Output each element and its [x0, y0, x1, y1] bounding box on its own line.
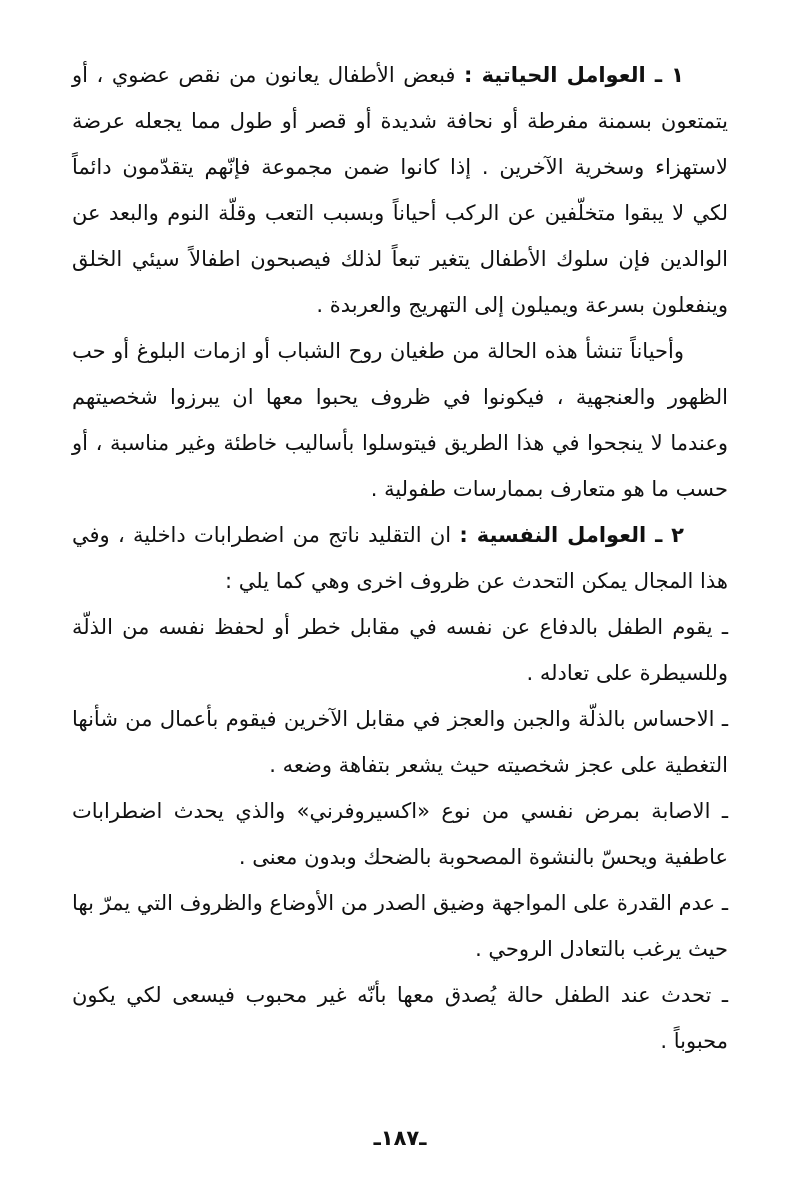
- paragraph-text: فبعض الأطفال يعانون من نقص عضوي ، أو يتمتعون بسمنة مفرطة أو نحافة شديدة أو قصر أو طول مما يجعله عرضة لاستهزاء وسخرية الآخرين . إذا كانوا ضمن مجموعة فإنّهم يتقدّمون دائماً لكي لا يبقوا متخلّفين عن الركب أحياناً وبسبب التعب وقلّة النوم والبعد عن الوالدين فإن سلوك الأطفال يتغير تبعاً لذلك فيصبحون اطفالاً سيئي الخلق وينفعلون بسرعة ويميلون إلى التهريج والعربدة .: [72, 63, 728, 317]
- list-item: ـ عدم القدرة على المواجهة وضيق الصدر من الأوضاع والظروف التي يمرّ بها حيث يرغب بالتعادل الروحي .: [72, 891, 728, 961]
- paragraph-youth-crisis: [72, 328, 728, 512]
- page-number: ـ١٨٧ـ: [373, 1126, 427, 1150]
- page-body: [72, 52, 728, 1064]
- paragraph-text: وأحياناً تنشأ هذه الحالة من طغيان روح الشباب أو ازمات البلوغ أو حب الظهور والعنجهية ، فيكونوا في ظروف يحبوا معها ان يبرزوا شخصيتهم وعندما لا ينجحوا في هذا الطريق فيتوسلوا بأساليب خاطئة وغير مناسبة ، أو حسب ما هو متعارف بممارسات طفولية .: [72, 339, 728, 501]
- section-heading-psychological-factors: ٢ ـ العوامل النفسية :: [459, 523, 684, 547]
- list-item: ـ الاحساس بالذلّة والجبن والعجز في مقابل الآخرين فيقوم بأعمال من شأنها التغطية على عجز شخصيته حيث يشعر بتفاهة وضعه .: [72, 707, 728, 777]
- list-item: ـ يقوم الطفل بالدفاع عن نفسه في مقابل خطر أو لحفظ نفسه من الذلّة وللسيطرة على تعادله .: [72, 615, 728, 685]
- section-heading-life-factors: ١ ـ العوامل الحياتية :: [464, 63, 684, 87]
- list-item: ـ تحدث عند الطفل حالة يُصدق معها بأنّه غير محبوب فيسعى لكي يكون محبوباً .: [72, 983, 728, 1053]
- paragraph-psychological-factors: [72, 512, 728, 604]
- list-item: ـ الاصابة بمرض نفسي من نوع «اكسيروفرني» والذي يحدث اضطرابات عاطفية ويحسّ بالنشوة المصحوبة بالضحك وبدون معنى .: [72, 799, 728, 869]
- paragraph-life-factors: [72, 52, 728, 328]
- paragraph-text: ان التقليد ناتج من اضطرابات داخلية ، وفي هذا المجال يمكن التحدث عن ظروف اخرى وهي كما يلي :: [72, 523, 728, 593]
